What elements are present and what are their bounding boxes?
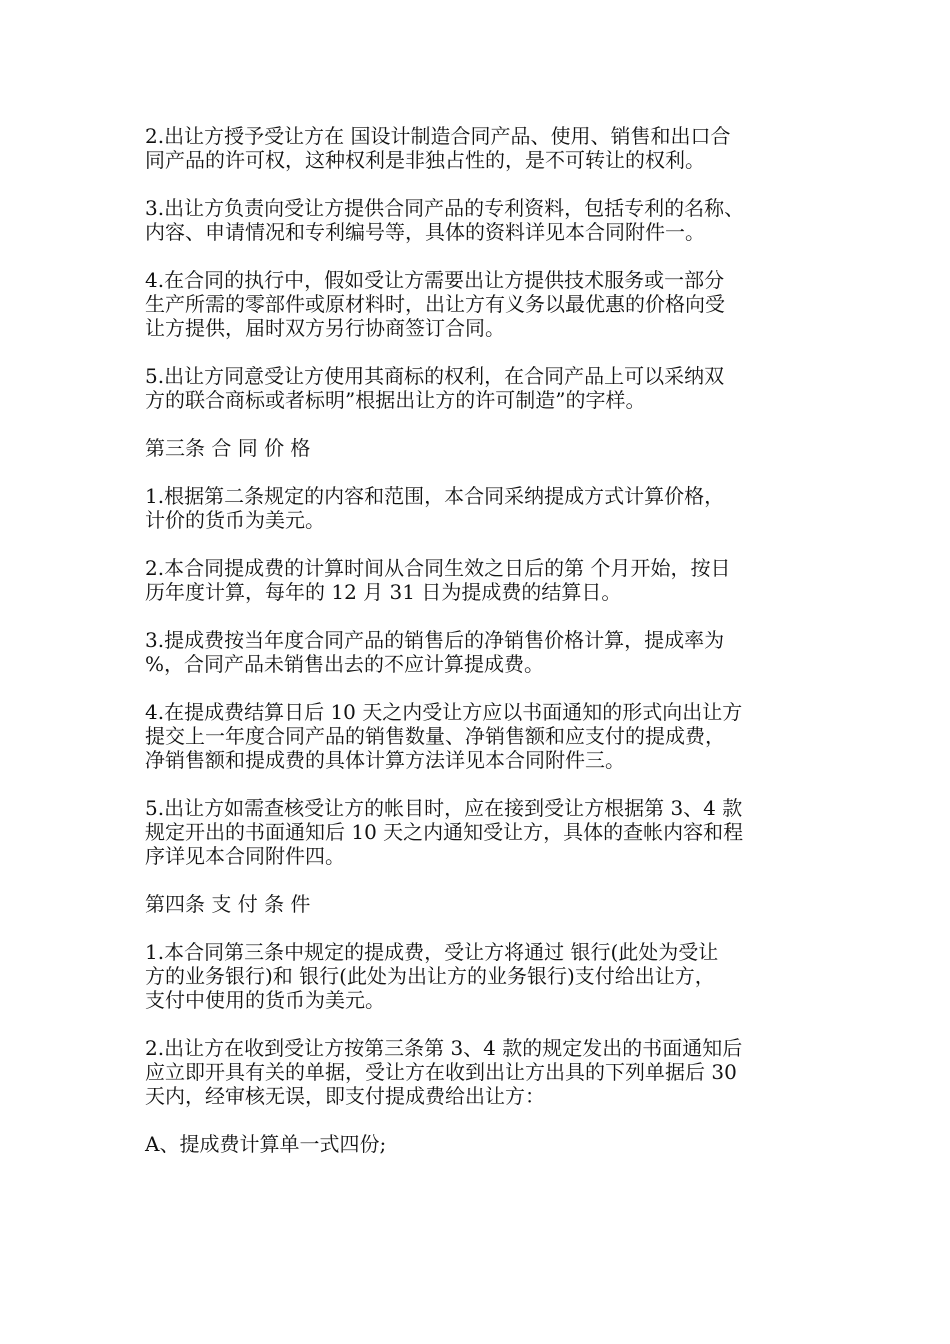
text-line: 应立即开具有关的单据，受让方在收到出让方出具的下列单据后 30: [145, 1060, 737, 1084]
text-line: 支付中使用的货币为美元。: [145, 988, 385, 1012]
text-line: 5.出让方同意受让方使用其商标的权利，在合同产品上可以采纳双: [145, 364, 725, 388]
text-line: 4.在提成费结算日后 10 天之内受让方应以书面通知的形式向出让方: [145, 700, 743, 724]
text-line: 生产所需的零部件或原材料时，出让方有义务以最优惠的价格向受: [145, 292, 725, 316]
text-line: 提交上一年度合同产品的销售数量、净销售额和应支付的提成费，: [145, 724, 725, 748]
text-line: 1.根据第二条规定的内容和范围，本合同采纳提成方式计算价格，: [145, 484, 725, 508]
clause-paragraph: [145, 628, 815, 676]
section-heading: [145, 892, 815, 916]
clause-paragraph: [145, 1132, 815, 1156]
clause-paragraph: [145, 196, 815, 244]
text-line: 3.出让方负责向受让方提供合同产品的专利资料，包括专利的名称、: [145, 196, 745, 220]
text-line: 天内，经审核无误，即支付提成费给出让方：: [145, 1084, 545, 1108]
text-line: 同产品的许可权，这种权利是非独占性的，是不可转让的权利。: [145, 148, 705, 172]
text-line: 方的业务银行)和 银行(此处为出让方的业务银行)支付给出让方，: [145, 964, 715, 988]
text-line: 2.出让方授予受让方在 国设计制造合同产品、使用、销售和出口合: [145, 124, 731, 148]
text-line: 净销售额和提成费的具体计算方法详见本合同附件三。: [145, 748, 625, 772]
text-line: 序详见本合同附件四。: [145, 844, 345, 868]
text-line: 3.提成费按当年度合同产品的销售后的净销售价格计算，提成率为: [145, 628, 725, 652]
text-line: 内容、申请情况和专利编号等，具体的资料详见本合同附件一。: [145, 220, 705, 244]
text-line: 1.本合同第三条中规定的提成费，受让方将通过 银行(此处为受让: [145, 940, 719, 964]
clause-paragraph: [145, 796, 815, 868]
clause-paragraph: [145, 700, 815, 772]
clause-paragraph: [145, 484, 815, 532]
clause-paragraph: [145, 268, 815, 340]
text-line: A、提成费计算单一式四份;: [145, 1132, 387, 1156]
clause-paragraph: [145, 364, 815, 412]
text-line: 计价的货币为美元。: [145, 508, 325, 532]
text-line: 2.出让方在收到受让方按第三条第 3、4 款的规定发出的书面通知后: [145, 1036, 743, 1060]
text-line: 方的联合商标或者标明”根据出让方的许可制造”的字样。: [145, 388, 646, 412]
text-line: 2.本合同提成费的计算时间从合同生效之日后的第 个月开始，按日: [145, 556, 731, 580]
clause-paragraph: [145, 124, 815, 172]
text-line: 规定开出的书面通知后 10 天之内通知受让方，具体的查帐内容和程: [145, 820, 744, 844]
clause-paragraph: [145, 1036, 815, 1108]
clause-paragraph: [145, 556, 815, 604]
text-line: 第三条 合 同 价 格: [145, 436, 311, 460]
text-line: 让方提供，届时双方另行协商签订合同。: [145, 316, 505, 340]
text-line: 4.在合同的执行中，假如受让方需要出让方提供技术服务或一部分: [145, 268, 725, 292]
text-line: 5.出让方如需查核受让方的帐目时，应在接到受让方根据第 3、4 款: [145, 796, 743, 820]
text-line: 第四条 支 付 条 件: [145, 892, 311, 916]
section-heading: [145, 436, 815, 460]
text-line: 历年度计算，每年的 12 月 31 日为提成费的结算日。: [145, 580, 622, 604]
document-body: [145, 124, 815, 1180]
clause-paragraph: [145, 940, 815, 1012]
text-line: %，合同产品未销售出去的不应计算提成费。: [145, 652, 545, 676]
